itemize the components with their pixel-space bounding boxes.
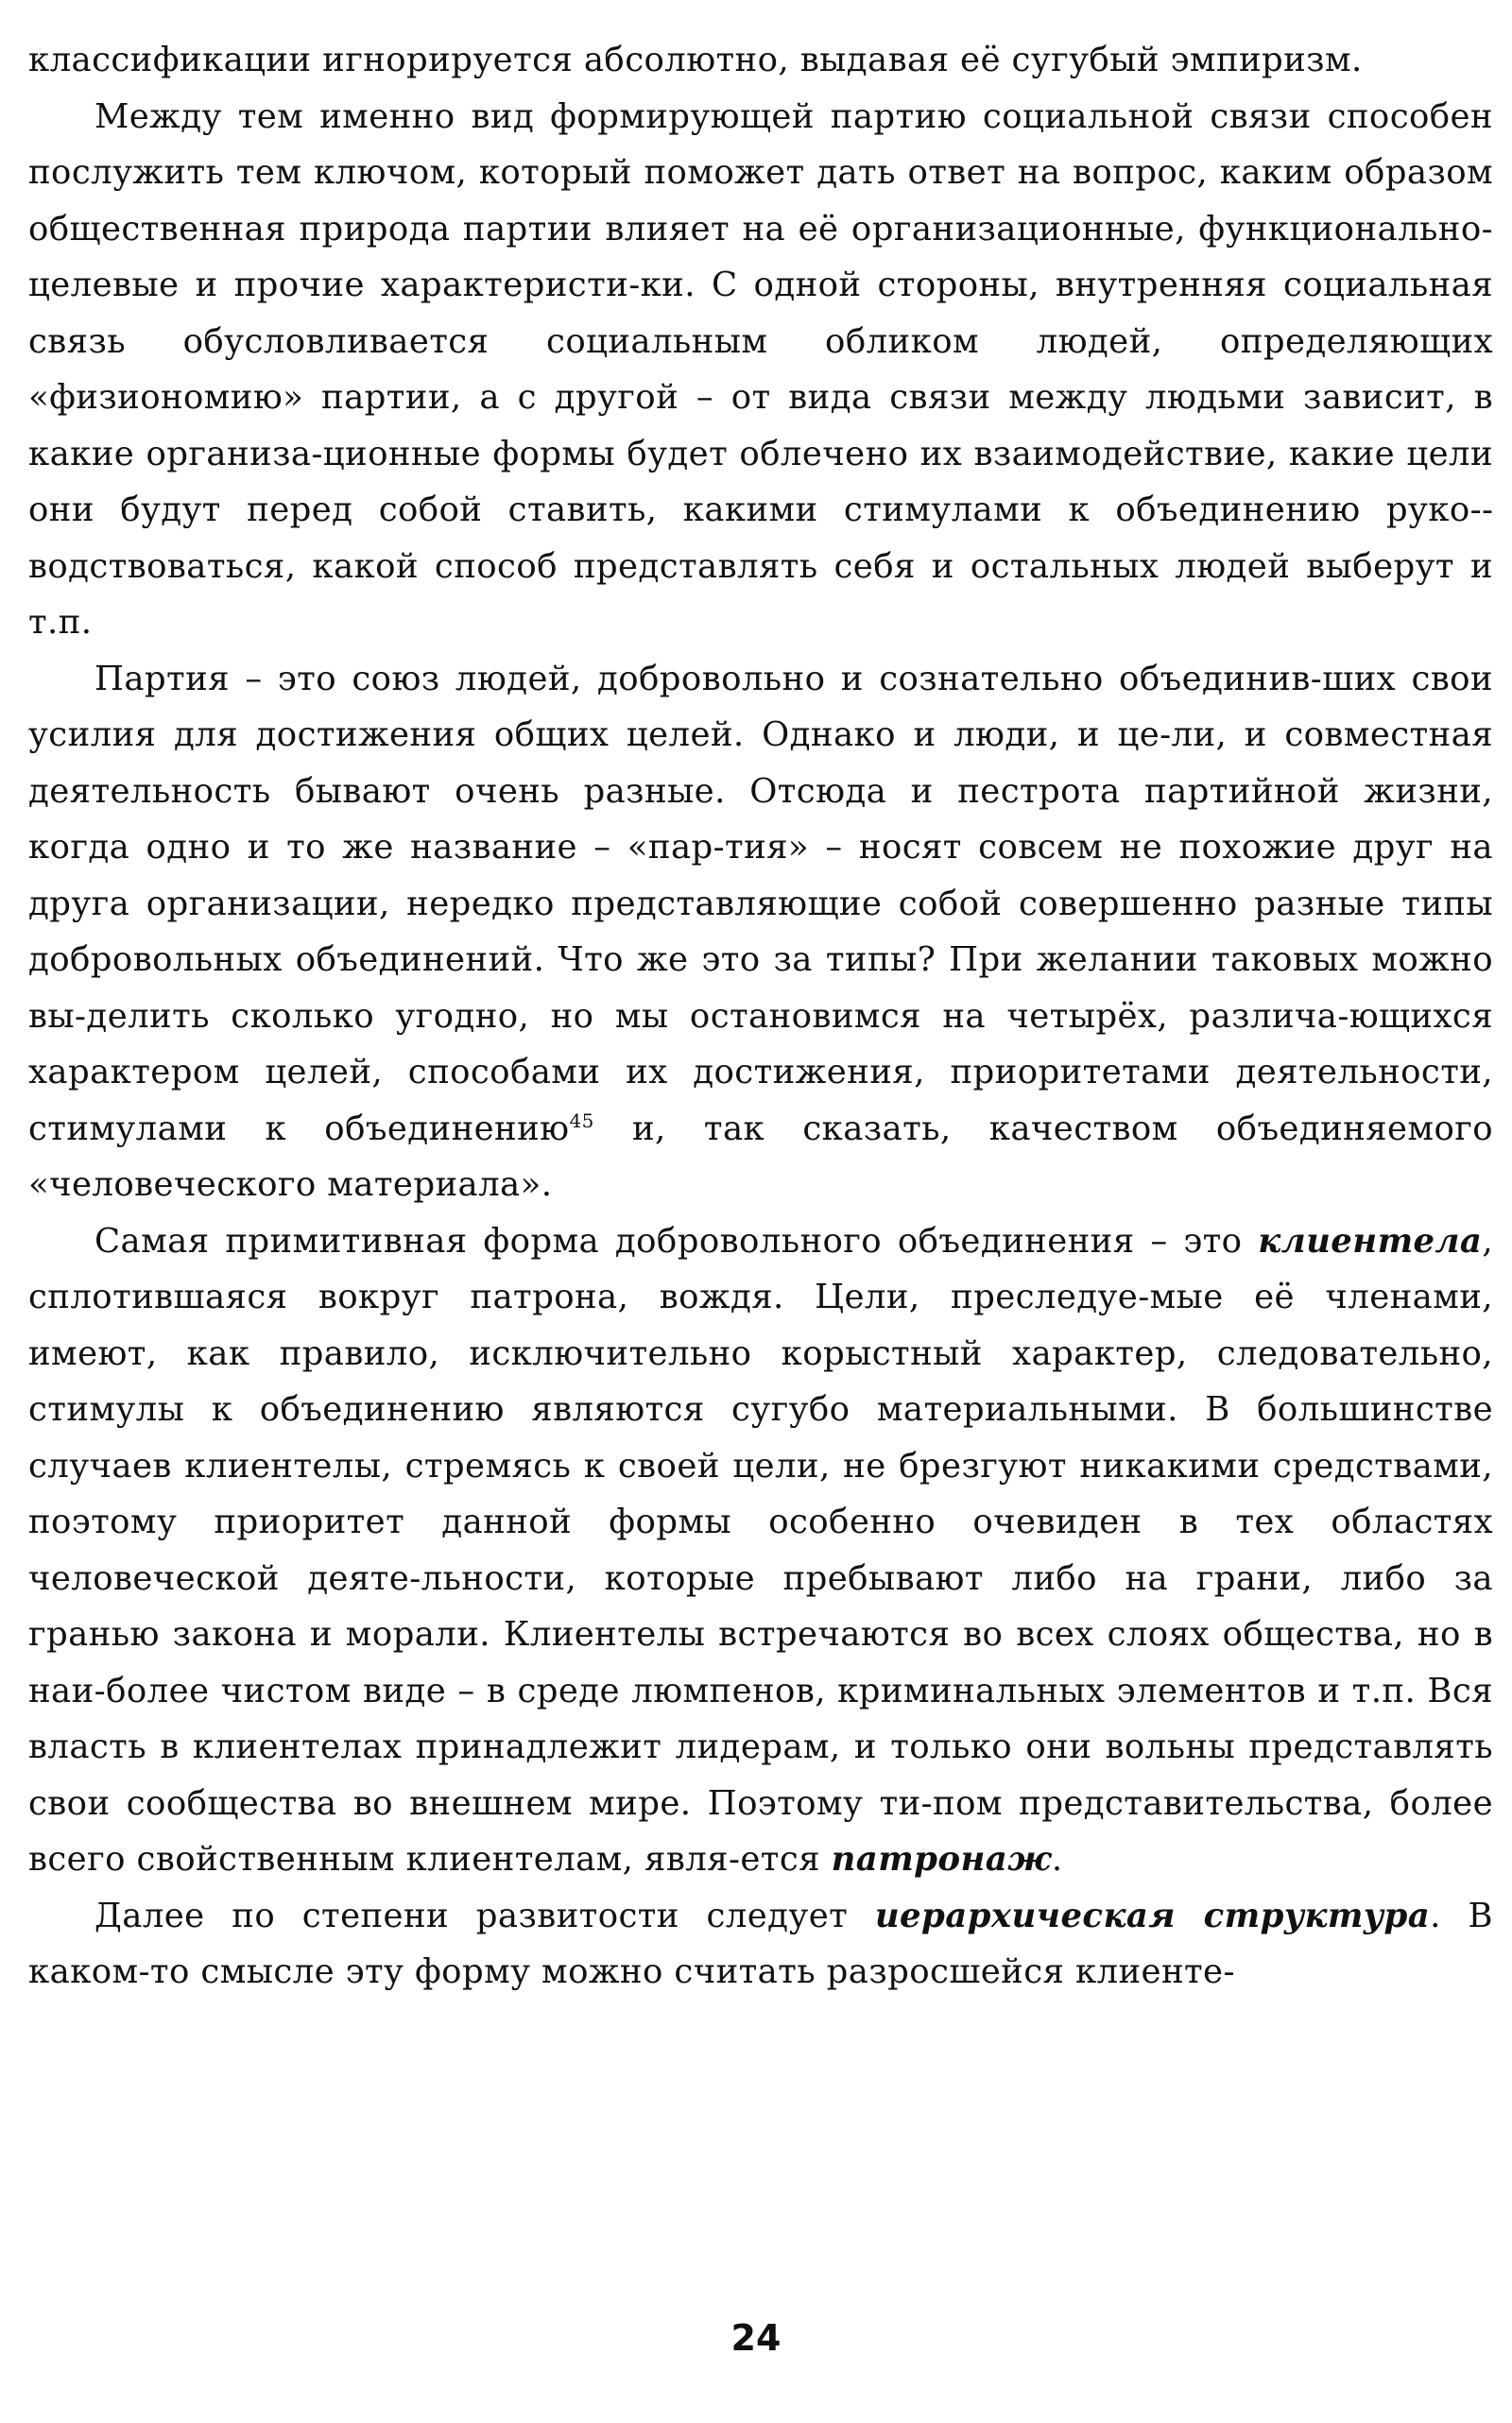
text-run: Между тем именно вид формирующей партию социальной связи способен послужить тем ключом, который поможет дать ответ на вопрос, каким образом общественная природа партии влияет на её организационные, функционально-целевые и прочие характеристи-ки. С одной стороны, внутренняя социальная связь обусловливается социальным обликом людей, определяющих «физиономию» партии, а с другой – от вида связи между людьми зависит, в какие организа-ционные формы будет облечено их взаимодействие, какие цели они будут перед собой ставить, какими стимулами к объединению руко-водствоваться, какой способ представлять себя и остальных людей выберут и т.п. <box>28 96 1493 642</box>
emphasized-term: клиентела <box>1258 1221 1483 1261</box>
text-run: Партия – это союз людей, добровольно и сознательно объединив-ших свои усилия для достижения общих целей. Однако и люди, и це-ли, и совместная деятельность бывают очень разные. Отсюда и пестрота партийной жизни, когда одно и то же название – «пар-тия» – носят совсем не похожие друг на друга организации, нередко представляющие собой совершенно разные типы добровольных объединений. Что же это за типы? При желании таковых можно вы-делить сколько угодно, но мы остановимся на четырёх, различа-ющихся характером целей, способами их достижения, приоритетами деятельности, стимулами к объединению <box>28 659 1493 1148</box>
paragraph <box>28 89 1493 651</box>
emphasized-term: иерархическая структура <box>874 1896 1431 1935</box>
text-run: , сплотившаяся вокруг патрона, вождя. Цели, преследуе-мые её членами, имеют, как правило, исключительно корыстный характер, следовательно, стимулы к объединению являются сугубо материальными. В большинстве случаев клиентелы, стремясь к своей цели, не брезгуют никакими средствами, поэтому приоритет данной формы особенно очевиден в тех областях человеческой деяте-льности, которые пребывают либо на грани, либо за гранью закона и морали. Клиентелы встречаются во всех слоях общества, но в наи-более чистом виде – в среде люмпенов, криминальных элементов и т.п. Вся власть в клиентелах принадлежит лидерам, и только они вольны представлять свои сообщества во внешнем мире. Поэтому ти-пом представительства, более всего свойственным клиентелам, явля-ется <box>28 1221 1493 1879</box>
text-run: . <box>1051 1840 1063 1879</box>
paragraph <box>28 1213 1493 1888</box>
text-run: Самая примитивная форма добровольного объединения – это <box>94 1221 1259 1261</box>
text-run: и, так сказать, качеством объединяемого «человеческого материала». <box>28 1108 1493 1204</box>
paragraph <box>28 651 1493 1213</box>
paragraph <box>28 32 1493 89</box>
page-body <box>28 32 1493 2001</box>
paragraph <box>28 1888 1493 2001</box>
text-run: . В каком-то смысле эту форму можно считать разросшейся клиенте- <box>28 1896 1493 1991</box>
footnote-ref: 45 <box>569 1108 594 1132</box>
page-number: 24 <box>730 2317 782 2359</box>
text-run: Далее по степени развитости следует <box>94 1896 875 1935</box>
text-run: классификации игнорируется абсолютно, выдавая её сугубый эмпиризм. <box>28 41 1363 79</box>
emphasized-term: патронаж <box>831 1840 1052 1879</box>
